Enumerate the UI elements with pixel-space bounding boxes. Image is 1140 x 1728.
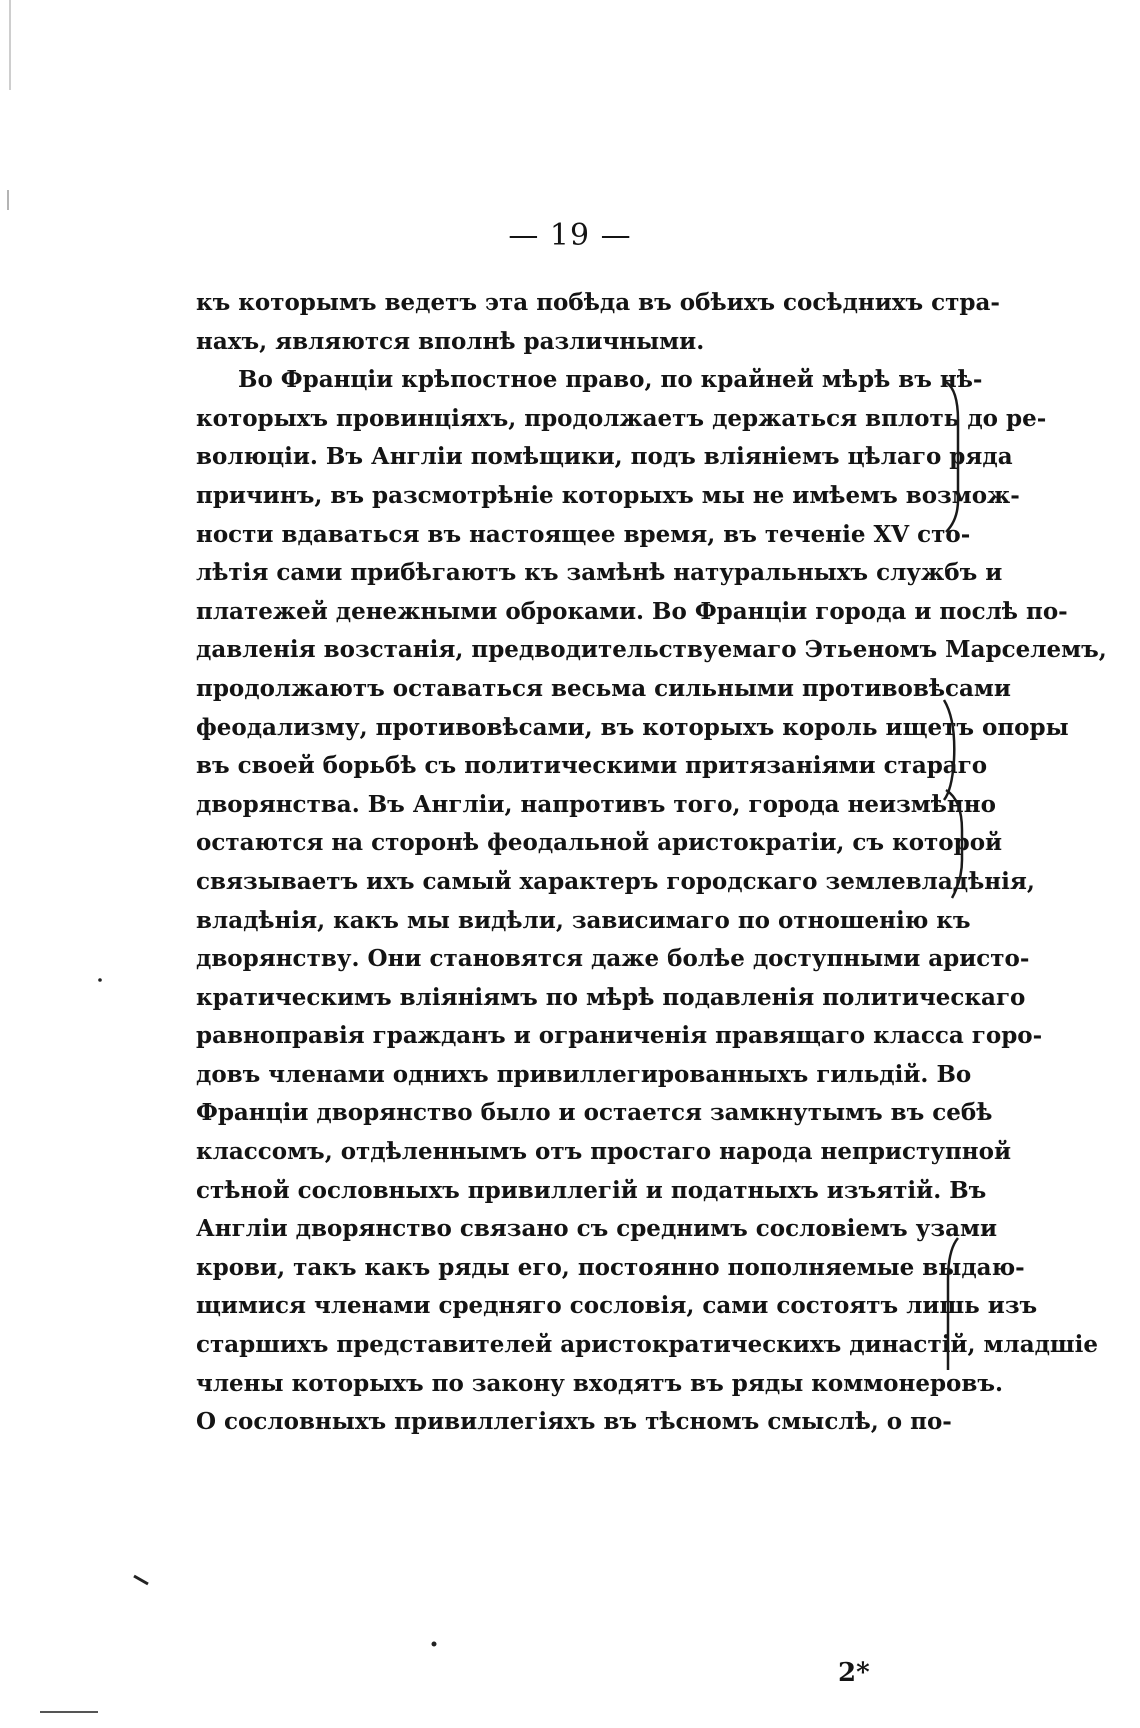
- page-number: — 19 —: [508, 218, 632, 253]
- text-line: къ которымъ ведетъ эта побѣда въ обѣихъ сосѣднихъ стра-: [196, 289, 1000, 316]
- text-line: старшихъ представителей аристократическихъ династій, младшіе: [196, 1331, 1099, 1359]
- text-line: которыхъ провинціяхъ, продолжаетъ держаться вплоть до ре-: [196, 404, 1047, 432]
- text-line: Франціи дворянство было и остается замкнутымъ въ себѣ: [196, 1099, 993, 1127]
- text-line: владѣнія, какъ мы видѣли, зависимаго по отношенію къ: [196, 906, 971, 934]
- text-line: дворянству. Они становятся даже болѣе доступными аристо-: [196, 945, 1030, 973]
- text-line: Англіи дворянство связано съ среднимъ сословіемъ узами: [196, 1215, 998, 1243]
- text-line: нахъ, являются вполнѣ различными.: [196, 327, 705, 355]
- text-line: члены которыхъ по закону входятъ въ ряды коммонеровъ.: [196, 1369, 1004, 1397]
- text-line: волюціи. Въ Англіи помѣщики, подъ вліяніемъ цѣлаго ряда: [196, 443, 1013, 471]
- text-line: крови, такъ какъ ряды его, постоянно пополняемые выдаю-: [196, 1253, 1025, 1281]
- text-line: равноправія гражданъ и ограниченія правящаго класса горо-: [196, 1022, 1043, 1050]
- text-line: ности вдаваться въ настоящее время, въ теченіе XV сто-: [196, 520, 971, 548]
- text-line: лѣтія сами прибѣгаютъ къ замѣнѣ натуральныхъ службъ и: [196, 559, 1003, 587]
- ink-dot: [98, 978, 102, 982]
- text-line: стѣной сословныхъ привиллегій и податныхъ изъятій. Въ: [196, 1176, 987, 1204]
- text-line: платежей денежными оброками. Во Франціи города и послѣ по-: [196, 597, 1068, 625]
- margin-stroke: [134, 1576, 148, 1584]
- ink-dot: [432, 1642, 437, 1647]
- text-line: Во Франціи крѣпостное право, по крайней мѣрѣ въ нѣ-: [238, 366, 983, 394]
- text-line: продолжаютъ оставаться весьма сильными противовѣсами: [196, 674, 1011, 702]
- text-line: въ своей борьбѣ съ политическими притязаніями стараго: [196, 752, 988, 780]
- text-line: О сословныхъ привиллегіяхъ въ тѣсномъ смыслѣ, о по-: [196, 1408, 952, 1436]
- text-line: связываетъ ихъ самый характеръ городскаго землевладѣнія,: [196, 867, 1035, 895]
- body-text: [196, 284, 1107, 1442]
- signature-mark: 2*: [838, 1658, 870, 1688]
- text-line: довъ членами однихъ привиллегированныхъ гильдій. Во: [196, 1060, 972, 1088]
- text-line: дворянства. Въ Англіи, напротивъ того, города неизмѣнно: [196, 790, 996, 818]
- text-line: щимися членами средняго сословія, сами состоятъ лишь изъ: [196, 1292, 1038, 1320]
- text-line: феодализму, противовѣсами, въ которыхъ король ищетъ опоры: [196, 713, 1069, 741]
- text-line: кратическимъ вліяніямъ по мѣрѣ подавленія политическаго: [196, 983, 1026, 1011]
- text-line: классомъ, отдѣленнымъ отъ простаго народа неприступной: [196, 1138, 1012, 1166]
- text-line: давленія возстанія, предводительствуемаго Этьеномъ Марселемъ,: [196, 636, 1107, 664]
- text-line: причинъ, въ разсмотрѣніе которыхъ мы не имѣемъ возмож-: [196, 481, 1020, 509]
- text-line: остаются на сторонѣ феодальной аристократіи, съ которой: [196, 829, 1003, 857]
